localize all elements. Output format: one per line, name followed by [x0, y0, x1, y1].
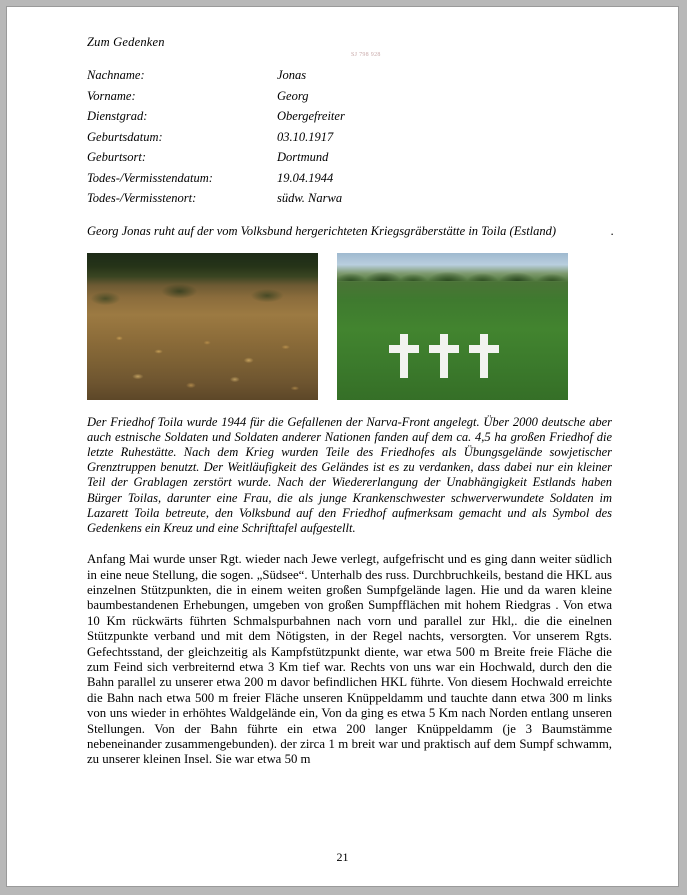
cross-icon: [469, 334, 499, 378]
record-label: Dienstgrad:: [87, 109, 148, 123]
record-label: Todes-/Vermisstenort:: [87, 191, 197, 205]
table-row: [87, 151, 612, 172]
reference-id: SJ 798 928: [351, 52, 381, 58]
document-content: [87, 35, 612, 768]
table-row: [87, 131, 612, 152]
table-row: [87, 192, 612, 213]
photo-row: [87, 253, 612, 400]
record-value: südw. Narwa: [277, 191, 343, 205]
treeline: [337, 263, 568, 281]
record-value: Jonas: [277, 68, 307, 82]
record-label: Vorname:: [87, 88, 136, 103]
cemetery-description-paragraph: Der Friedhof Toila wurde 1944 für die Gefallenen der Narva-Front angelegt. Über 2000 deutsche aber auch estnische Soldaten und Soldaten anderer Nationen fanden auf dem ca. 4,5 ha großen Friedhof die letzte Ruhestätte. Nach dem Krieg wurden Teile des Friedhofes als Übungsgelände sowjetischer Grenztruppen benutzt. Der Weitläufigkeit des Geländes ist es zu verdanken, dass dabei nur ein kleiner Teil der Grablagen zerstört wurde. Nach der Wiedererlangung der Unabhängigkeit Estlands haben Bürger Toilas, darunter eine Frau, die als junge Krankenschwester schwerverwundete Soldaten im Lazarett Toila betreute, den Volksbund auf den Friedhof aufmerksam gemacht und als Symbol des Gedenkens ein Kreuz und eine Schrifttafel aufgestellt.: [87, 414, 612, 535]
table-row: [87, 69, 612, 90]
record-table: [87, 69, 612, 213]
memoir-paragraph: Anfang Mai wurde unser Rgt. wieder nach Jewe verlegt, aufgefrischt und es ging dann weiter südlich in eine neue Stellung, die sogen. „Südsee“. Unterhalb des russ. Durchbruchkeils, bestand die HKL aus einzelnen Stützpunkten, die in einem weiten großen Sumpfgelände lagen. Hie und da waren kleine baumbestandenen Erhebungen, umgeben von großen Sumpfflächen mit hohem Riedgras . Von etwa 10 Km rückwärts führten Schmalspurbahnen nach vorn und parallel zur Hkl,. die die einelnen Stützpunkte verband und mit dem Nötigsten, in der Regel nachts, versorgten. Vor unserem Rgts. Gefechtsstand, der gleichzeitig als Kampfstützpunkt diente, war etwa 500 m Breite freie Fläche die zum Feind sich verbreiternd etwa 3 Km tief war. Rechts von uns war ein Hochwald, durch den die Bahn parallel zu unserer etwa 200 m davor befindlichen HKL führte. Von diesem Hochwald erreichte die Bahn nach etwa 500 m freier Fläche unseren Knüppeldamm und tauchte dann etwa 300 m links von uns wieder in erhöhtes Waldgelände ein, Von da ging es etwa 5 Km nach Norden entlang unseren Stellungen. Von der Bahn führte ein etwa 200 langer Knüppeldamm (je 3 Baumstämme nebeneinander zusammengebunden). der zirca 1 m breit war und praktisch auf dem Sumpf schwamm, zu unserer kleinen Insel. Sie war etwa 50 m: [87, 552, 612, 767]
record-value: Georg: [277, 88, 309, 103]
table-row: [87, 90, 612, 111]
cemetery-autumn-photo: [87, 253, 318, 400]
cross-icon: [429, 334, 459, 378]
record-label: Geburtsort:: [87, 150, 147, 164]
intro-paragraph: [87, 224, 612, 239]
record-value: 03.10.1917: [277, 129, 334, 144]
record-label: Nachname:: [87, 68, 145, 82]
intro-trailing-dot: .: [610, 223, 614, 238]
table-row: [87, 110, 612, 131]
page-number: 21: [336, 850, 349, 864]
page-title: Zum Gedenken: [87, 35, 165, 49]
record-label: Todes-/Vermisstendatum:: [87, 170, 213, 185]
record-value: Dortmund: [277, 150, 329, 164]
cemetery-crosses-photo: [337, 253, 568, 400]
cross-icon: [389, 334, 419, 378]
document-page: [6, 6, 679, 887]
record-label: Geburtsdatum:: [87, 129, 163, 144]
record-value: Obergefreiter: [277, 109, 345, 123]
record-value: 19.04.1944: [277, 170, 334, 185]
table-row: [87, 172, 612, 193]
intro-text: Georg Jonas ruht auf der vom Volksbund hergerichteten Kriegsgräberstätte in Toila (Estland): [87, 223, 557, 238]
